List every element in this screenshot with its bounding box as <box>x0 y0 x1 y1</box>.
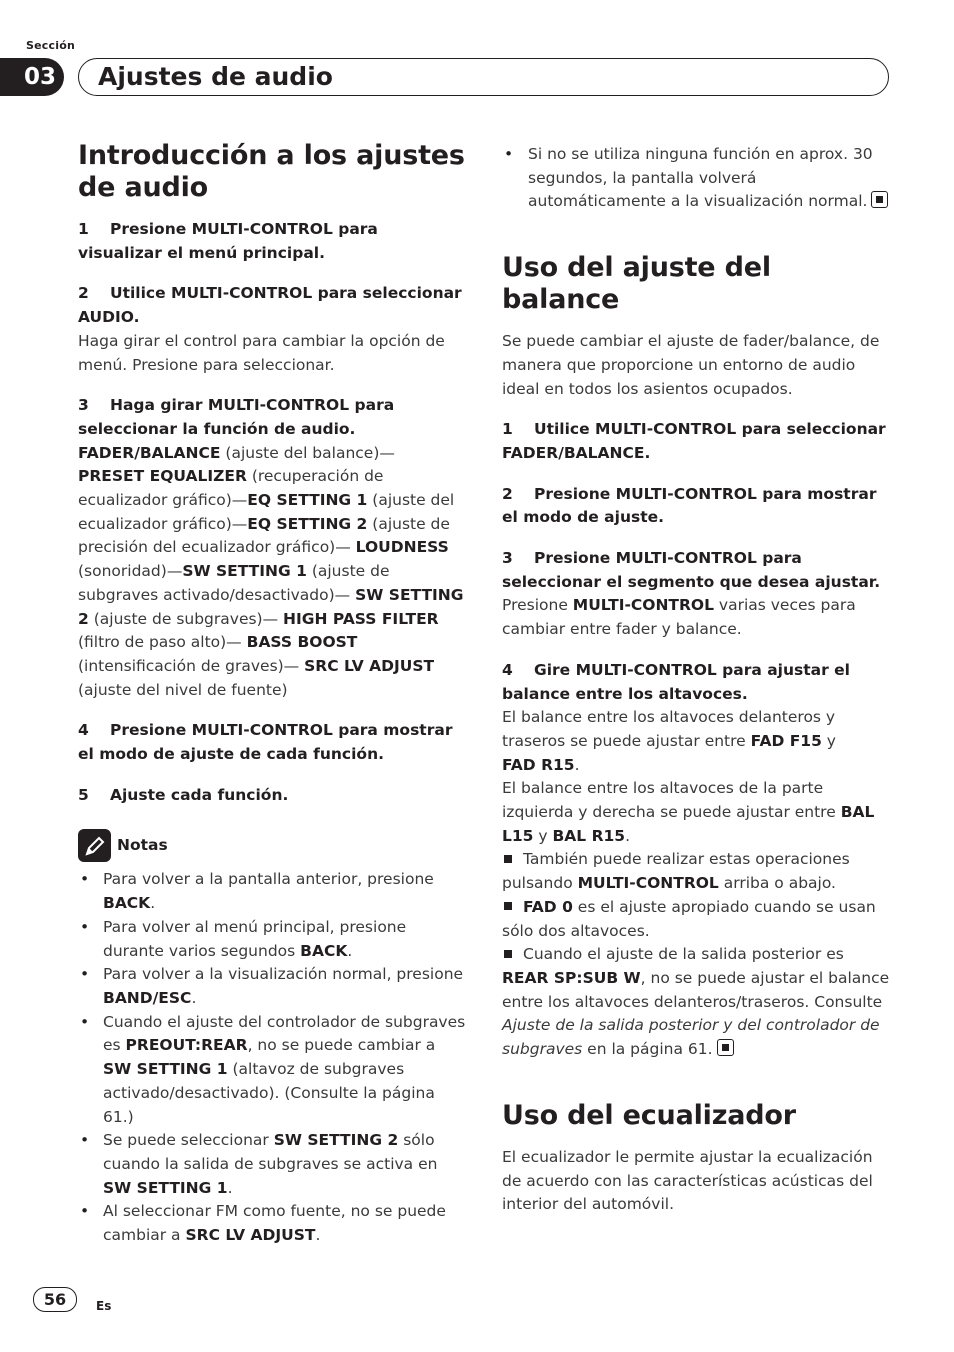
balance-note-3: Cuando el ajuste de la salida posterior es REAR SP:SUB W, no se puede ajustar el balance entre los altavoces delanteros/traseros. Consulte Ajuste de la salida posterior y del controlador de subgraves en la página 61. <box>502 945 890 1059</box>
note-item: • Cuando el ajuste del controlador de subgraves es PREOUT:REAR, no se puede cambiar a SW SETTING 1 (altavoz de subgraves activado/desactivado). (Consulte la página 61.) <box>78 1011 466 1130</box>
section-heading-balance: Uso del ajuste del balance <box>502 252 771 316</box>
step-4: 4 Presione MULTI-CONTROL para mostrar el modo de ajuste de cada función. <box>78 721 453 764</box>
balance-step-3-body: Presione MULTI-CONTROL varias veces para cambiar entre fader y balance. <box>502 596 856 639</box>
note-item: • Se puede seleccionar SW SETTING 2 sólo cuando la salida de subgraves se activa en SW SETTING 1. <box>78 1129 466 1200</box>
page-title: Ajustes de audio <box>98 62 333 91</box>
balance-step-1: 1 Utilice MULTI-CONTROL para seleccionar FADER/BALANCE. <box>502 420 886 462</box>
balance-intro: Se puede cambiar el ajuste de fader/balance, de manera que proporcione un entorno de audio ideal en todos los asientos ocupados. <box>502 332 880 398</box>
balance-step-3: 3 Presione MULTI-CONTROL para seleccionar el segmento que desea ajustar. <box>502 549 881 591</box>
section-number: 03 <box>0 58 64 96</box>
balance-note-1: También puede realizar estas operaciones pulsando MULTI-CONTROL arriba o abajo. <box>502 850 850 893</box>
balance-step-4: 4 Gire MULTI-CONTROL para ajustar el balance entre los altavoces. <box>502 660 850 703</box>
note-item: • Al seleccionar FM como fuente, no se puede cambiar a SRC LV ADJUST. <box>78 1200 466 1247</box>
step-2: 2 Utilice MULTI-CONTROL para seleccionar AUDIO. <box>78 284 462 327</box>
left-column <box>78 140 466 1248</box>
balance-step-2: 2 Presione MULTI-CONTROL para mostrar el modo de ajuste. <box>502 484 877 527</box>
step-2-body: Haga girar el control para cambiar la opción de menú. Presione para seleccionar. <box>78 331 445 374</box>
section-heading-intro: Introducción a los ajustes de audio <box>78 140 465 203</box>
step-5: 5 Ajuste cada función. <box>78 785 289 804</box>
language-code: Es <box>96 1299 112 1313</box>
note-item: • Para volver a la visualización normal, presione BAND/ESC. <box>78 963 466 1010</box>
notes-list <box>78 868 466 1247</box>
right-column <box>502 143 892 1217</box>
section-label: Sección <box>26 39 75 52</box>
note-item: • Para volver al menú principal, presione durante varios segundos BACK. <box>78 916 466 963</box>
balance-note-2: FAD 0 es el ajuste apropiado cuando se usan sólo dos altavoces. <box>502 897 876 940</box>
end-mark-icon <box>871 191 888 208</box>
function-list: FADER/BALANCE (ajuste del balance)— PRESET EQUALIZER (recuperación de ecualizador gráfico)—EQ SETTING 1 (ajuste del ecualizador gráfico)—EQ SETTING 2 (ajuste de precisión del ecualizador gráfico)— LOUDNESS (sonoridad)—SW SETTING 1 (ajuste de subgraves activado/desactivado)— SW SETTING 2 (ajuste de subgraves)— HIGH PASS FILTER (filtro de paso alto)— BASS BOOST (intensificación de graves)— SRC LV ADJUST (ajuste del nivel de fuente) <box>78 443 464 699</box>
top-note: • Si no se utiliza ninguna función en aprox. 30 segundos, la pantalla volverá automáticamente a la visualización normal. <box>502 143 892 214</box>
balance-body-fader: El balance entre los altavoces delanteros y traseros se puede ajustar entre FAD F15 y FAD R15. <box>502 708 836 774</box>
section-heading-eq: Uso del ecualizador <box>502 1099 796 1131</box>
step-3: 3 Haga girar MULTI-CONTROL para seleccionar la función de audio. <box>78 396 395 438</box>
note-item: • Para volver a la pantalla anterior, presione BACK. <box>78 868 466 915</box>
page-number: 56 <box>33 1287 77 1312</box>
balance-body-lr: El balance entre los altavoces de la parte izquierda y derecha se puede ajustar entre BAL L15 y BAL R15. <box>502 779 875 845</box>
end-mark-icon <box>717 1039 734 1056</box>
pencil-icon <box>78 829 111 862</box>
notes-label: Notas <box>117 836 168 855</box>
notes-header <box>78 829 466 862</box>
eq-body: El ecualizador le permite ajustar la ecualización de acuerdo con las características acústicas del interior del automóvil. <box>502 1147 873 1214</box>
step-1: 1 Presione MULTI-CONTROL para visualizar el menú principal. <box>78 220 378 262</box>
